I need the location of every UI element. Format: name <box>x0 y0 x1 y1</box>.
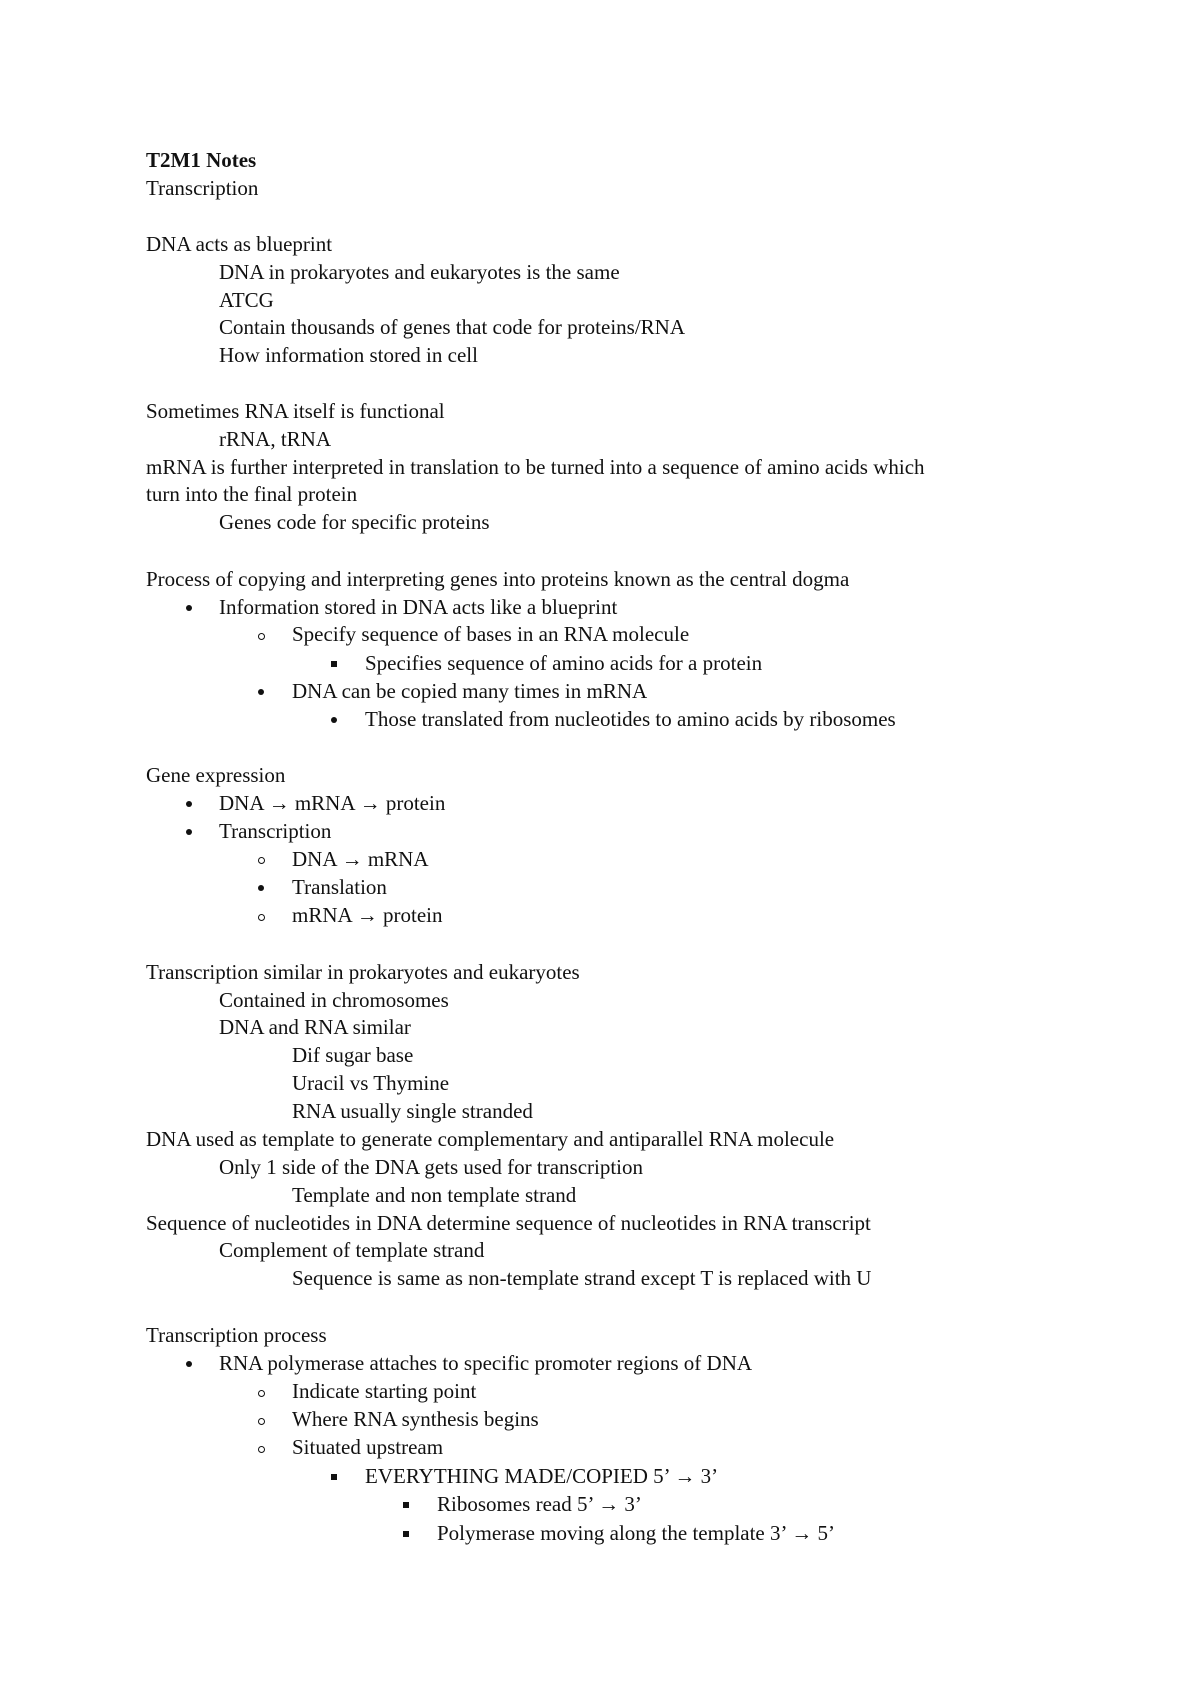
list-item: DNA → mRNA → protein <box>219 791 446 815</box>
text-line: ATCG <box>219 288 274 312</box>
bullet-square-icon <box>403 1531 409 1537</box>
list-item: Information stored in DNA acts like a blueprint <box>219 595 618 619</box>
text-line: Sometimes RNA itself is functional <box>146 399 445 423</box>
bullet-circle-icon <box>258 914 265 921</box>
text-line: turn into the final protein <box>146 482 358 506</box>
bullet-dot-icon <box>331 717 337 723</box>
bullet-square-icon <box>331 661 337 667</box>
bullet-square-icon <box>331 1474 337 1480</box>
bullet-circle-icon <box>258 1418 265 1425</box>
text-line: RNA usually single stranded <box>292 1099 533 1123</box>
list-item: Translation <box>292 875 387 899</box>
bullet-square-icon <box>403 1502 409 1508</box>
bullet-dot-icon <box>186 1361 192 1367</box>
page-subtitle: Transcription <box>146 176 259 200</box>
bullet-dot-icon <box>186 801 192 807</box>
text-line: Template and non template strand <box>292 1183 577 1207</box>
text-line: Transcription process <box>146 1323 327 1347</box>
text-line: Only 1 side of the DNA gets used for transcription <box>219 1155 644 1179</box>
text-line: mRNA is further interpreted in translation to be turned into a sequence of amino acids which <box>146 455 925 479</box>
text-line: Uracil vs Thymine <box>292 1071 450 1095</box>
page-title: T2M1 Notes <box>146 148 257 172</box>
list-item: mRNA → protein <box>292 903 443 927</box>
list-item: DNA → mRNA <box>292 847 429 871</box>
list-item: Specifies sequence of amino acids for a protein <box>365 651 763 675</box>
text-line: Genes code for specific proteins <box>219 510 490 534</box>
list-item: Situated upstream <box>292 1435 444 1459</box>
list-item: DNA can be copied many times in mRNA <box>292 679 648 703</box>
text-line: Sequence is same as non-template strand except T is replaced with U <box>292 1266 872 1290</box>
list-item: Those translated from nucleotides to amino acids by ribosomes <box>365 707 896 731</box>
list-item: RNA polymerase attaches to specific promoter regions of DNA <box>219 1351 753 1375</box>
text-line: DNA and RNA similar <box>219 1015 411 1039</box>
text-line: DNA used as template to generate complementary and antiparallel RNA molecule <box>146 1127 835 1151</box>
text-line: Complement of template strand <box>219 1238 485 1262</box>
bullet-circle-icon <box>258 1390 265 1397</box>
bullet-circle-icon <box>258 1446 265 1453</box>
text-line: Transcription similar in prokaryotes and eukaryotes <box>146 960 580 984</box>
text-line: How information stored in cell <box>219 343 478 367</box>
bullet-dot-icon <box>186 829 192 835</box>
list-item: Transcription <box>219 819 332 843</box>
list-item: Polymerase moving along the template 3’ → 5’ <box>437 1521 835 1545</box>
bullet-dot-icon <box>258 689 264 695</box>
list-item: Specify sequence of bases in an RNA molecule <box>292 622 690 646</box>
text-line: DNA acts as blueprint <box>146 232 333 256</box>
bullet-dot-icon <box>258 885 264 891</box>
list-item: EVERYTHING MADE/COPIED 5’ → 3’ <box>365 1464 719 1488</box>
text-line: Process of copying and interpreting genes into proteins known as the central dogma <box>146 567 850 591</box>
bullet-circle-icon <box>258 633 265 640</box>
text-line: DNA in prokaryotes and eukaryotes is the same <box>219 260 620 284</box>
bullet-circle-icon <box>258 857 265 864</box>
text-line: rRNA, tRNA <box>219 427 332 451</box>
text-line: Sequence of nucleotides in DNA determine sequence of nucleotides in RNA transcript <box>146 1211 871 1235</box>
text-line: Contain thousands of genes that code for proteins/RNA <box>219 315 685 339</box>
list-item: Ribosomes read 5’ → 3’ <box>437 1492 642 1516</box>
text-line: Gene expression <box>146 763 286 787</box>
text-line: Contained in chromosomes <box>219 988 449 1012</box>
list-item: Indicate starting point <box>292 1379 477 1403</box>
list-item: Where RNA synthesis begins <box>292 1407 539 1431</box>
bullet-dot-icon <box>186 605 192 611</box>
text-line: Dif sugar base <box>292 1043 414 1067</box>
